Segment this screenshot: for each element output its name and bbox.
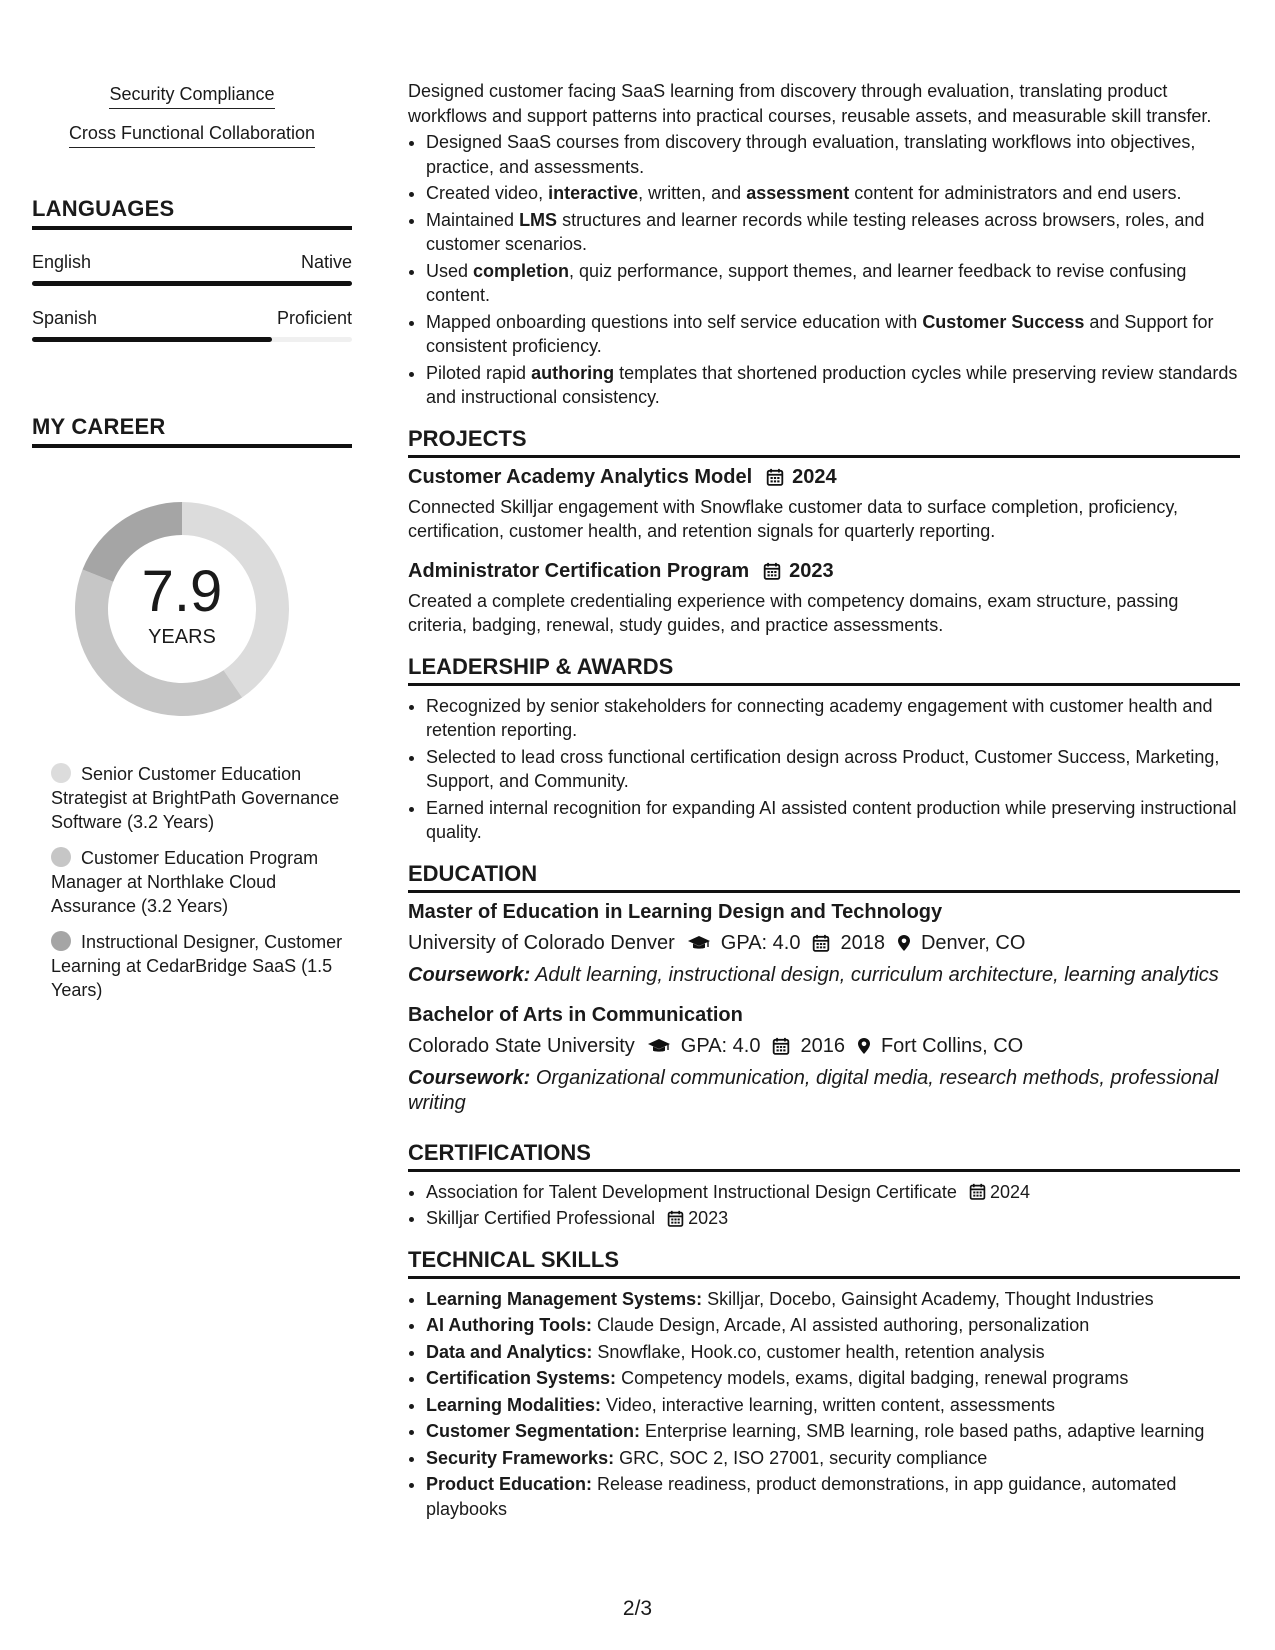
- project-year: 2023: [789, 559, 834, 582]
- technical-skill-item: • Learning Modalities: Video, interactive learning, written content, assessments: [426, 1393, 1240, 1418]
- career-donut-chart: [65, 492, 299, 726]
- degree-title: Bachelor of Arts in Communication: [408, 1003, 743, 1026]
- education-item: [408, 901, 1240, 988]
- experience-bullet: • Piloted rapid authoring templates that shortened production cycles while preserving review standards and instructional consistency.: [426, 361, 1240, 410]
- skill-tag: [32, 123, 352, 148]
- legend-dot: [51, 847, 71, 867]
- school-name: University of Colorado Denver: [408, 931, 675, 954]
- language-proficiency-bar: [32, 337, 352, 342]
- project-item: [408, 560, 1240, 638]
- leadership-heading: LEADERSHIP & AWARDS: [408, 654, 1240, 686]
- degree-title: Master of Education in Learning Design and Technology: [408, 900, 943, 923]
- technical-skill-item: • Certification Systems: Competency models, exams, digital badging, renewal programs: [426, 1366, 1240, 1391]
- certification-name: • Skilljar Certified Professional: [426, 1208, 656, 1228]
- career-role-text: Customer Education Program Manager at Northlake Cloud Assurance (3.2 Years): [51, 848, 319, 916]
- certification-name: • Association for Talent Development Instructional Design Certificate: [426, 1181, 957, 1202]
- education-heading: EDUCATION: [408, 861, 1240, 893]
- gpa: GPA: 4.0: [680, 1034, 761, 1057]
- skill-tag-label: Cross Functional Collaboration: [69, 123, 315, 148]
- left-sidebar: [32, 84, 352, 1014]
- graduation-cap-icon: [687, 935, 711, 951]
- leadership-item: • Recognized by senior stakeholders for connecting academy engagement with customer health and retention reporting.: [426, 694, 1240, 743]
- language-proficiency-fill: [32, 281, 352, 286]
- experience-bullet: • Created video, interactive, written, and assessment content for administrators and end users.: [426, 181, 1240, 206]
- skill-tag: [32, 84, 352, 109]
- certification-year: 2024: [989, 1181, 1030, 1202]
- school-location: Fort Collins, CO: [880, 1034, 1024, 1057]
- experience-bullet: • Mapped onboarding questions into self service education with Customer Success and Support for consistent proficiency.: [426, 310, 1240, 359]
- language-item: [32, 308, 352, 342]
- language-name: English: [32, 252, 92, 272]
- skill-tag-label: Security Compliance: [109, 84, 274, 109]
- experience-summary: Designed customer facing SaaS learning from discovery through evaluation, translating product workflows and support patterns into practical courses, reusable assets, and measurable skill transfer.: [408, 81, 1212, 126]
- technical-skill-item: • Security Frameworks: GRC, SOC 2, ISO 27001, security compliance: [426, 1446, 1240, 1471]
- career-role-text: Senior Customer Education Strategist at BrightPath Governance Software (3.2 Years): [51, 764, 340, 832]
- career-total-unit: YEARS: [148, 625, 216, 648]
- calendar-icon: [667, 1210, 684, 1227]
- location-pin-icon: [857, 1037, 871, 1055]
- language-proficiency-fill: [32, 337, 272, 342]
- certification-year: 2023: [688, 1208, 729, 1228]
- career-legend: [32, 762, 351, 1002]
- certification-item: [426, 1180, 1240, 1205]
- leadership-list: [408, 694, 1240, 845]
- career-total-years: 7.9: [141, 558, 223, 624]
- language-proficiency-bar: [32, 281, 352, 286]
- language-level: Native: [300, 252, 352, 272]
- experience-bullet: • Used completion, quiz performance, support themes, and learner feedback to revise confusing content.: [426, 259, 1240, 308]
- graduation-year: 2016: [800, 1034, 845, 1057]
- language-name: Spanish: [32, 308, 98, 328]
- project-title: Administrator Certification Program: [408, 559, 750, 582]
- technical-skill-item: • Data and Analytics: Snowflake, Hook.co, customer health, retention analysis: [426, 1340, 1240, 1365]
- calendar-icon: [766, 468, 784, 486]
- calendar-icon: [763, 562, 781, 580]
- certifications-heading: CERTIFICATIONS: [408, 1140, 1240, 1172]
- technical-skill-item: • AI Authoring Tools: Claude Design, Arcade, AI assisted authoring, personalization: [426, 1313, 1240, 1338]
- coursework: Coursework: Organizational communication, digital media, research methods, professional writing: [408, 1066, 1219, 1114]
- technical-skills-list: [408, 1287, 1240, 1522]
- technical-skill-item: • Learning Management Systems: Skilljar, Docebo, Gainsight Academy, Thought Industries: [426, 1287, 1240, 1312]
- legend-dot: [51, 931, 71, 951]
- project-title: Customer Academy Analytics Model: [408, 465, 753, 488]
- calendar-icon: [969, 1183, 986, 1200]
- calendar-icon: [772, 1037, 790, 1055]
- career-heading: MY CAREER: [32, 414, 352, 448]
- language-level: Proficient: [276, 308, 352, 328]
- education-item: [408, 1004, 1240, 1116]
- page-number: 2/3: [622, 1597, 653, 1620]
- leadership-item: • Selected to lead cross functional certification design across Product, Customer Success, Marketing, Support, and Community.: [426, 745, 1240, 794]
- language-item: [32, 252, 352, 286]
- experience-bullets: [408, 130, 1240, 410]
- project-description: Created a complete credentialing experience with competency domains, exam structure, passing criteria, badging, renewal, study guides, and practice assessments.: [408, 590, 1179, 635]
- gpa: GPA: 4.0: [720, 931, 801, 954]
- graduation-year: 2018: [840, 931, 885, 954]
- leadership-item: • Earned internal recognition for expanding AI assisted content production while preserving instructional quality.: [426, 796, 1240, 845]
- career-legend-item: [51, 930, 351, 1002]
- experience-bullet: • Designed SaaS courses from discovery through evaluation, translating workflows into objectives, practice, and assessments.: [426, 130, 1240, 179]
- school-name: Colorado State University: [408, 1034, 635, 1057]
- career-legend-item: [51, 762, 351, 834]
- project-year: 2024: [792, 465, 837, 488]
- graduation-cap-icon: [647, 1038, 671, 1054]
- certification-item: [426, 1206, 1240, 1231]
- certifications-list: [408, 1180, 1240, 1231]
- languages-heading: LANGUAGES: [32, 196, 352, 230]
- school-location: Denver, CO: [920, 931, 1026, 954]
- technical-skill-item: • Customer Segmentation: Enterprise learning, SMB learning, role based paths, adaptive learning: [426, 1419, 1240, 1444]
- projects-heading: PROJECTS: [408, 426, 1240, 458]
- coursework: Coursework: Adult learning, instructional design, curriculum architecture, learning analytics: [408, 963, 1219, 986]
- experience-bullet: • Maintained LMS structures and learner records while testing releases across browsers, roles, and customer scenarios.: [426, 208, 1240, 257]
- location-pin-icon: [897, 934, 911, 952]
- technical-skills-heading: TECHNICAL SKILLS: [408, 1247, 1240, 1279]
- career-legend-item: [51, 846, 351, 918]
- technical-skill-item: • Product Education: Release readiness, product demonstrations, in app guidance, automated playbooks: [426, 1472, 1240, 1521]
- career-role-text: Instructional Designer, Customer Learning at CedarBridge SaaS (1.5 Years): [51, 932, 343, 1000]
- main-column: [408, 79, 1240, 1523]
- project-description: Connected Skilljar engagement with Snowflake customer data to surface completion, proficiency, certification, customer health, and retention signals for quarterly reporting.: [408, 496, 1179, 541]
- calendar-icon: [812, 934, 830, 952]
- project-item: [408, 466, 1240, 544]
- legend-dot: [51, 763, 71, 783]
